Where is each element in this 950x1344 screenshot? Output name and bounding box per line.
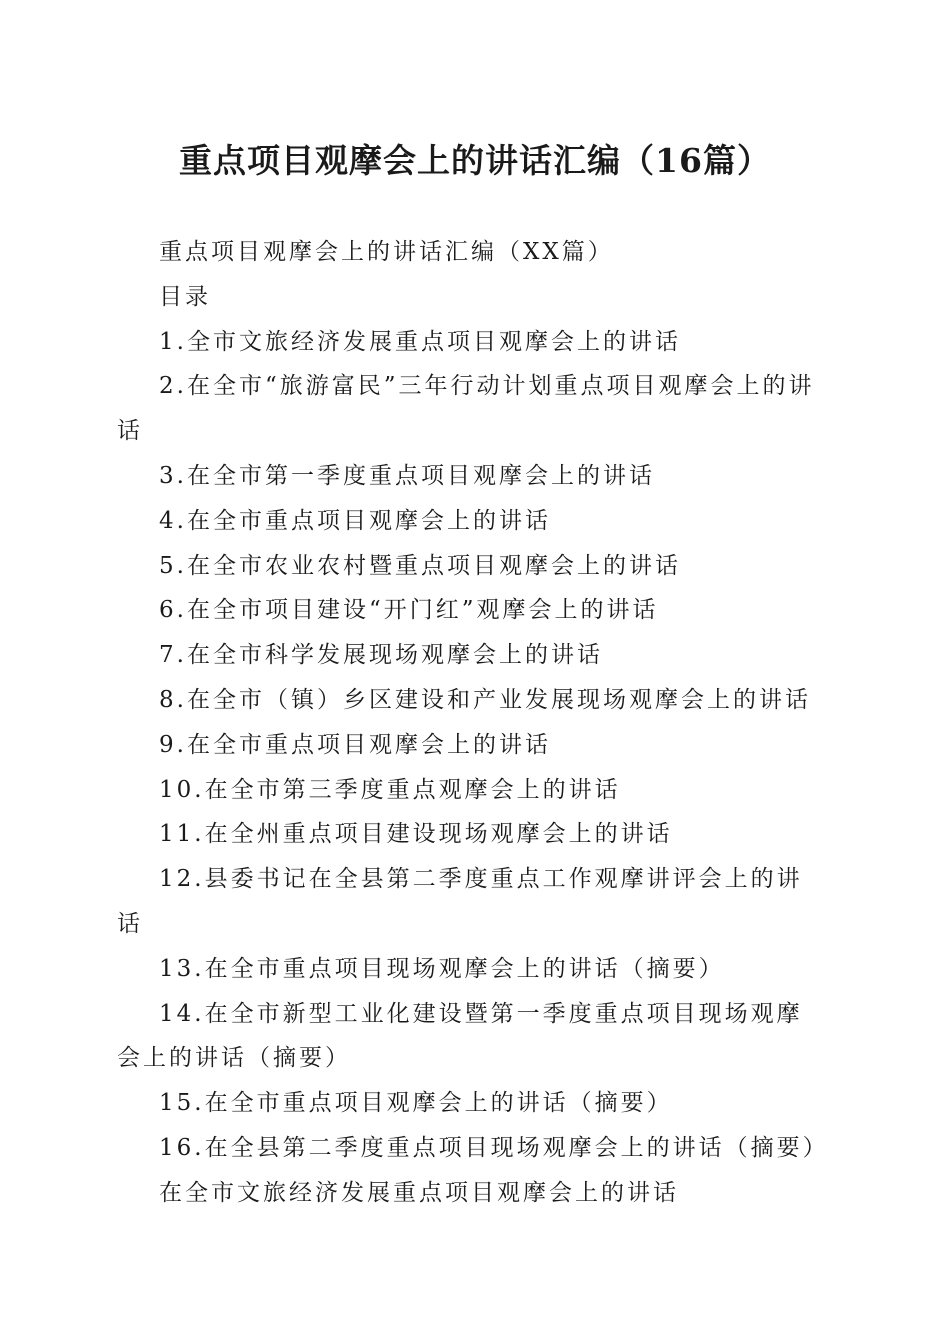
document-subtitle: 重点项目观摩会上的讲话汇编（XX篇）: [159, 239, 614, 265]
document-body: [117, 230, 827, 1216]
toc-item-11: 11.在全州重点项目建设现场观摩会上的讲话: [159, 821, 673, 848]
toc-item-13: 13.在全市重点项目现场观摩会上的讲话（摘要）: [159, 955, 725, 982]
toc-heading: 目录: [159, 283, 211, 310]
toc-item-7: 7.在全市科学发展现场观摩会上的讲话: [159, 642, 603, 669]
toc-item-14: 14.在全市新型工业化建设暨第一季度重点项目现场观摩会上的讲话（摘要）: [117, 1000, 803, 1072]
toc-item-6: 6.在全市项目建设“开门红”观摩会上的讲话: [159, 597, 659, 624]
toc-item-16: 16.在全县第二季度重点项目现场观摩会上的讲话（摘要）: [159, 1134, 829, 1161]
document-title: 重点项目观摩会上的讲话汇编（16篇）: [179, 141, 771, 180]
toc-item-8: 8.在全市（镇）乡区建设和产业发展现场观摩会上的讲话: [159, 686, 811, 713]
toc-item-12: 12.县委书记在全县第二季度重点工作观摩讲评会上的讲话: [117, 866, 803, 937]
toc-item-1: 1.全市文旅经济发展重点项目观摩会上的讲话: [159, 328, 681, 355]
toc-item-15: 15.在全市重点项目观摩会上的讲话（摘要）: [159, 1090, 673, 1117]
toc-item-5: 5.在全市农业农村暨重点项目观摩会上的讲话: [159, 552, 681, 579]
toc-item-3: 3.在全市第一季度重点项目观摩会上的讲话: [159, 462, 655, 489]
toc-item-10: 10.在全市第三季度重点观摩会上的讲话: [159, 776, 621, 803]
toc-item-2: 2.在全市“旅游富民”三年行动计划重点项目观摩会上的讲话: [117, 373, 815, 445]
toc-item-4: 4.在全市重点项目观摩会上的讲话: [159, 507, 551, 534]
section-heading: 在全市文旅经济发展重点项目观摩会上的讲话: [159, 1179, 679, 1206]
toc-item-9: 9.在全市重点项目观摩会上的讲话: [159, 731, 551, 758]
